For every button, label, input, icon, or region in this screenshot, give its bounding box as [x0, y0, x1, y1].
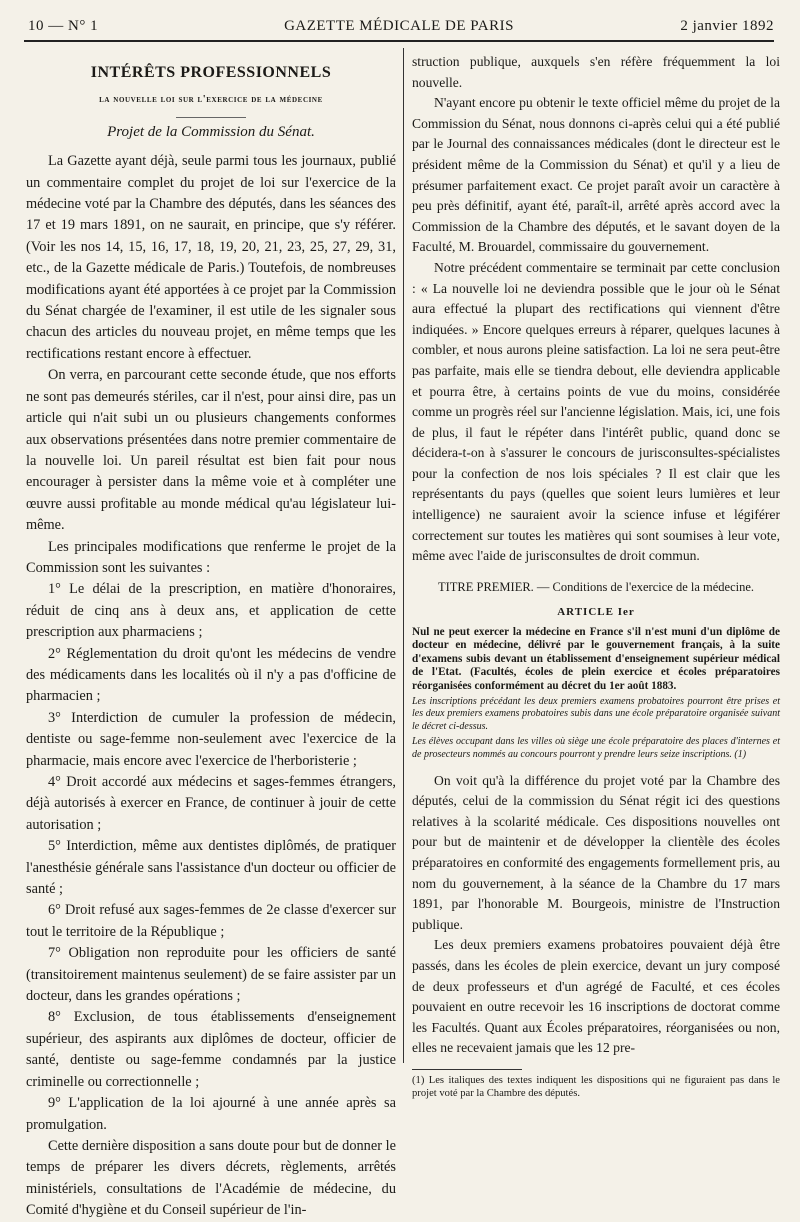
list-item: 9° L'application de la loi ajourné à une année après sa promulgation. [26, 1095, 396, 1133]
article-note: Les inscriptions précédant les deux premiers examens probatoires pourront être prises et les deux premiers examens probatoires subis dans une école préparatoire organisée suivant le décret ci-dessus. [412, 695, 780, 733]
article-note: Les élèves occupant dans les villes où siège une école préparatoire des places d'internes et de prosecteurs nommés au concours pourront y prendre leurs seize inscriptions. (1) [412, 736, 780, 760]
article-subtitle: la nouvelle loi sur l'exercice de la médecine [99, 94, 323, 106]
list-item: 5° Interdiction, même aux dentistes diplômés, de pratiquer l'anesthésie générale sans l'assistance d'un docteur ou officier de santé ; [26, 838, 396, 898]
left-column [26, 52, 396, 1222]
paragraph: La Gazette ayant déjà, seule parmi tous les journaux, publié un commentaire complet du projet de loi sur l'exercice de la médecine voté par la Chambre des députés, dans les séances des 17 et 19 mars 1891, on ne saurait, en principe, que s'y référer. (Voir les nos 14, 15, 16, 17, 18, 19, 20, 21, 23, 25, 27, 29, 31, etc., de la Gazette médicale de Paris.) Toutefois, de nombreuses modifications ayant été apportées à ce projet par la Commission du Sénat chargée de l'examiner, il est utile de les signaler sous chacun des articles du nouveau projet, en même temps que les rectifications restant encore à effectuer. [26, 153, 396, 362]
paragraph: Les principales modifications que renferme le projet de la Commission sont les suivantes : [26, 538, 396, 576]
list-item: 8° Exclusion, de tous établissements d'enseignement supérieur, des aspirants aux diplômes de docteur, officier de santé, dentiste ou sage-femme condamnés par la justice criminelle ou correctionnelle ; [26, 1009, 396, 1090]
paragraph: N'ayant encore pu obtenir le texte officiel même du projet de la Commission du Sénat, nous donnons ci-après celui qui a été publié par le Journal des connaissances médicales (dont le directeur est le président même de la Commission du Sénat) et qu'il y a lieu de présumer parfaitement exact. Ce projet paraît avoir un caractère à peu près définitif, ayant été, paraît-il, arrêté après accord avec la Commission de la Chambre des députés, et le savant doyen de la Faculté, M. Brouardel, commissaire du gouvernement. [412, 95, 780, 255]
list-item: 1° Le délai de la prescription, en matière d'honoraires, réduit de cinq ans à deux ans, et application de cette prescription aux pharmaciens ; [26, 581, 396, 641]
paragraph: Notre précédent commentaire se terminait par cette conclusion : « La nouvelle loi ne deviendra possible que le jour où le Sénat aura effectué la plupart des rectifications qui viennent d'être indiquées. » Encore quelques erreurs à réparer, quelques lacunes à combler, et nous aurons pleine satisfaction. La loi ne sera peut-être pas parfaite, mais elle se tiendra debout, elle deviendra applicable et pourra être, à certains points de vue du moins, considérée comme un progrès réel sur l'ancienne législation. Mais, ici, une fois de plus, il faut le répéter dans l'intérêt public, quand donc se décidera-t-on à s'assurer le concours de jurisconsultes-spécialistes pour la confection de nos lois spéciales ? Il est clair que les représentants du pays (quelles que soient leurs lumières et leur intelligence) ne sauraient avoir la science infuse et légiférer correctement sur toutes les matières qui sont soumises à leur vote, même avec l'aide de jurisconsultes de droit commun. [412, 259, 780, 564]
paragraph: On voit qu'à la différence du projet voté par la Chambre des députés, celui de la commission du Sénat régit ici des questions relatives à la scolarité médicale. Ces dispositions nouvelles ont pour but de maintenir et de développer la clientèle des écoles préparatoires en conformité des engagements formellement pris, au nom du gouvernement, à la séance de la Chambre du 17 mars 1891, par l'honorable M. Bourgeois, ministre de l'Instruction publique. [412, 772, 780, 932]
page-number: 10 — N° 1 [28, 18, 99, 34]
project-title: Projet de la Commission du Sénat. [107, 123, 315, 140]
issue-date: 2 janvier 1892 [680, 18, 774, 34]
journal-title: GAZETTE MÉDICALE DE PARIS [284, 18, 514, 34]
column-divider [403, 48, 404, 1063]
paragraph: struction publique, auxquels s'en réfère fréquemment la loi nouvelle. [412, 54, 780, 90]
spacer [412, 762, 780, 771]
paragraph: Les deux premiers examens probatoires pouvaient déjà être passés, dans les écoles de plein exercice, devant un jury composé de deux professeurs et d'un agrégé de Faculté, et ces écoles pouvaient en outre recevoir les 16 inscriptions de doctorat comme les Facultés. Quant aux Écoles préparatoires, réorganisées ou non, elles ne recevaient jamais que les 12 pre- [412, 937, 780, 1056]
paragraph: On verra, en parcourant cette seconde étude, que nos efforts ne sont pas demeurés stériles, car il n'est, pour ainsi dire, pas un article qui n'ait subi un ou plusieurs changements conformes aux observations présentées dans notre premier commentaire de la nouvelle loi. Un pareil résultat est bien fait pour nous encourager à persister dans la même voie et à compléter une œuvre aussi profitable au monde médical qu'au législateur lui-même. [26, 367, 396, 534]
list-item: 4° Droit accordé aux médecins et sages-femmes étrangers, déjà autorisés à exercer en France, de continuer à jouir de cette autorisation ; [26, 774, 396, 833]
titre-heading: TITRE PREMIER. — Conditions de l'exercice de la médecine. [437, 579, 755, 594]
footnote: (1) Les italiques des textes indiquent les dispositions qui ne figuraient pas dans le projet voté par la Chambre des députés. [412, 1074, 780, 1100]
right-column [412, 52, 780, 1101]
list-item: 2° Réglementation du droit qu'ont les médecins de vendre des médicaments dans les localités où il n'y a pas d'officine de pharmacien ; [26, 645, 396, 705]
title-rule [176, 117, 246, 118]
paragraph: Cette dernière disposition a sans doute pour but de donner le temps de préparer les divers décrets, règlements, arrêtés ministériels, consultations de l'Académie de médecine, du Comité d'hygiène et du Conseil supérieur de l'in- [26, 1137, 396, 1219]
list-item: 7° Obligation non reproduite pour les officiers de santé (transitoirement maintenus seulement) de se faire assister par un docteur, dans les grandes opérations ; [26, 945, 396, 1005]
list-item: 6° Droit refusé aux sages-femmes de 2e classe d'exercer sur tout le territoire de la République ; [26, 902, 396, 940]
section-heading: INTÉRÊTS PROFESSIONNELS [90, 64, 332, 81]
list-item: 3° Interdiction de cumuler la profession de médecin, dentiste ou sage-femme non-seulement avec l'exercice de la pharmacie, mais encore avec l'exercice de l'herboristerie ; [26, 709, 396, 769]
page-header [24, 14, 774, 42]
article-body: Nul ne peut exercer la médecine en France s'il n'est muni d'un diplôme de docteur en médecine, délivré par le gouvernement français, à la suite d'examens subis devant un établissement d'enseignement supérieur médical de l'Etat. (Facultés, écoles de plein exercice et écoles préparatoires réorganisées conformément au décret du 1er août 1883. [412, 625, 780, 693]
footnote-rule [412, 1069, 522, 1070]
article-heading: ARTICLE Ier [557, 606, 635, 619]
